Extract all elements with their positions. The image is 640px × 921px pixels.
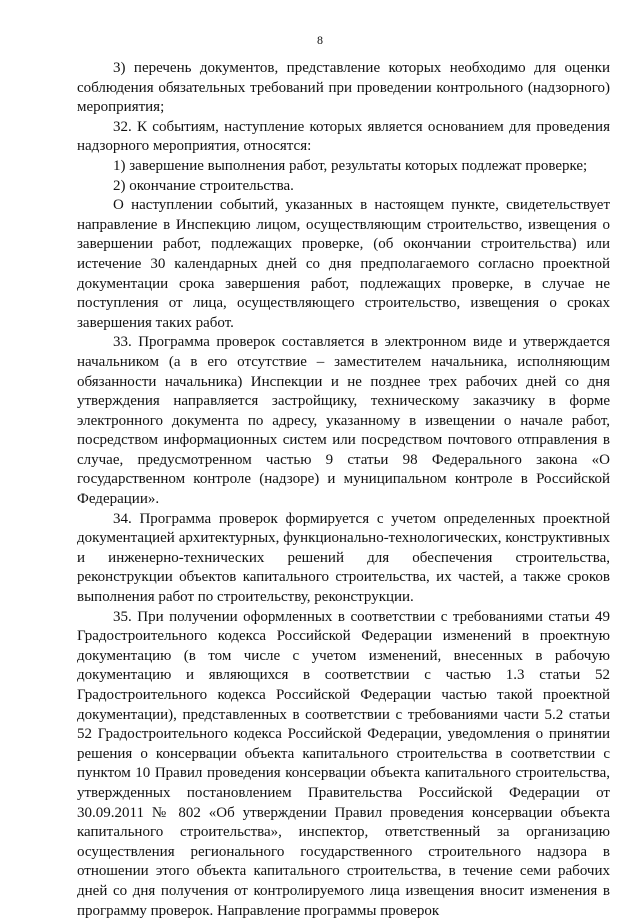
paragraph-clause-32: 32. К событиям, наступление которых является основанием для проведения надзорного мероприятия, относятся: bbox=[77, 118, 610, 155]
paragraph-clause-33: 33. Программа проверок составляется в электронном виде и утверждается начальником (а в его отсутствие – заместителем начальника, исполняющим обязанности начальника) Инспекции и не позднее трех рабочих дней со дня утверждения направляется застройщику, техническому заказчику в форме электронного документа по адресу, указанному в извещении о начале работ, посредством информационных систем или посредством почтового отправления в случае, предусмотренном частью 9 статьи 98 Федерального закона «О государственном контроле (надзоре) и муниципальном контроле в Российской Федерации». bbox=[77, 334, 610, 508]
paragraph-item-3: 3) перечень документов, представление которых необходимо для оценки соблюдения обязательных требований при проведении контрольного (надзорного) мероприятия; bbox=[77, 60, 610, 116]
paragraph-events-notice: О наступлении событий, указанных в настоящем пункте, свидетельствует направление в Инспекцию лицом, осуществляющим строительство, извещения о завершении работ, подлежащих проверке, (об окончании строительства) или истечение 30 календарных дней со дня предполагаемого согласно проектной документации срока завершения работ, подлежащих проверке, в случае не поступления от лица, осуществляющего строительство, извещения о сроках завершения таких работ. bbox=[77, 197, 610, 331]
paragraph-clause-34: 34. Программа проверок формируется с учетом определенных проектной документацией архитектурных, функционально-технологических, конструктивных и инженерно-технических решений для обеспечения строительства, реконструкции объектов капитального строительства, их частей, а также сроков выполнения работ по строительству, реконструкции. bbox=[77, 510, 610, 606]
page-number: 8 bbox=[317, 33, 323, 47]
paragraph-clause-35: 35. При получении оформленных в соответствии с требованиями статьи 49 Градостроительного кодекса Российской Федерации изменений в проектную документацию (в том числе с учетом изменений, внесенных в рабочую документацию и являющихся в соответствии с частью 1.3 статьи 52 Градостроительного кодекса Российской Федерации частью такой проектной документации), представленных в соответствии с требованиями части 5.2 статьи 52 Градостроительного кодекса Российской Федерации, уведомления о принятии решения о консервации объекта капитального строительства в соответствии с пунктом 10 Правил проведения консервации объекта капитального строительства, утвержденных постановлением Правительства Российской Федерации от 30.09.2011 № 802 «Об утверждении Правил проведения консервации объекта капитального строительства», инспектор, ответственный за организацию осуществления регионального государственного строительного надзора в отношении этого объекта капитального строительства, в течение семи рабочих дней со дня получения от контролируемого лица извещения вносит изменения в программу проверок. Направление программы проверок bbox=[77, 608, 610, 919]
paragraph-item-2: 2) окончание строительства. bbox=[113, 177, 294, 194]
paragraph-item-1: 1) завершение выполнения работ, результаты которых подлежат проверке; bbox=[113, 157, 588, 174]
document-body bbox=[77, 59, 610, 921]
